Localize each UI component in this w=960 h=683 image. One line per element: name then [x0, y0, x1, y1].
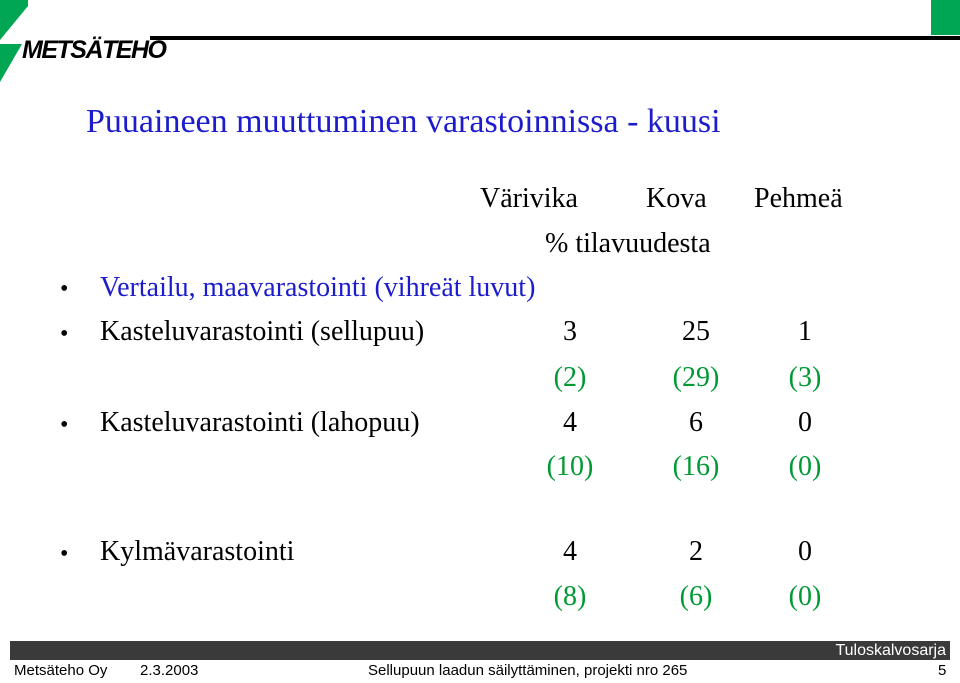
value-cell: 1	[798, 316, 812, 347]
column-header-varivika: Värivika	[480, 183, 578, 214]
value-cell: 25	[682, 316, 710, 347]
row-label-sellupuu: Kasteluvarastointi (sellupuu)	[100, 316, 425, 347]
bullet-icon: •	[60, 541, 69, 567]
footer-series-label: Tuloskalvosarja	[835, 642, 946, 659]
comparison-value: (2)	[553, 362, 587, 393]
bullet-icon: •	[60, 412, 69, 438]
logo: METSÄTEHO	[22, 36, 166, 64]
footer-date: 2.3.2003	[140, 662, 199, 679]
comparison-value: (0)	[788, 581, 822, 612]
comparison-value: (3)	[788, 362, 822, 393]
value-cell: 2	[689, 536, 703, 567]
value-cell: 6	[689, 407, 703, 438]
row-label-vertailu: Vertailu, maavarastointi (vihreät luvut)	[100, 272, 536, 303]
footer-subject: Sellupuun laadun säilyttäminen, projekti nro 265	[368, 662, 688, 679]
column-header-kova: Kova	[646, 183, 707, 214]
footer-org: Metsäteho Oy	[14, 662, 108, 679]
comparison-value: (10)	[546, 451, 594, 482]
unit-label: % tilavuudesta	[545, 228, 711, 259]
comparison-value: (6)	[679, 581, 713, 612]
comparison-value: (8)	[553, 581, 587, 612]
footer-page-number: 5	[938, 662, 947, 679]
value-cell: 0	[798, 407, 812, 438]
value-cell: 4	[563, 407, 577, 438]
row-label-kylmavarastointi: Kylmävarastointi	[100, 536, 295, 567]
comparison-value: (29)	[672, 362, 720, 393]
value-cell: 4	[563, 536, 577, 567]
row-label-lahopuu: Kasteluvarastointi (lahopuu)	[100, 407, 420, 438]
comparison-value: (16)	[672, 451, 720, 482]
column-header-pehmea: Pehmeä	[754, 183, 843, 214]
bullet-icon: •	[60, 321, 69, 347]
comparison-value: (0)	[788, 451, 822, 482]
bullet-icon: •	[60, 276, 69, 302]
value-cell: 0	[798, 536, 812, 567]
footer-band	[10, 641, 950, 660]
page-title: Puuaineen muuttuminen varastoinnissa - kuusi	[86, 103, 721, 140]
value-cell: 3	[563, 316, 577, 347]
